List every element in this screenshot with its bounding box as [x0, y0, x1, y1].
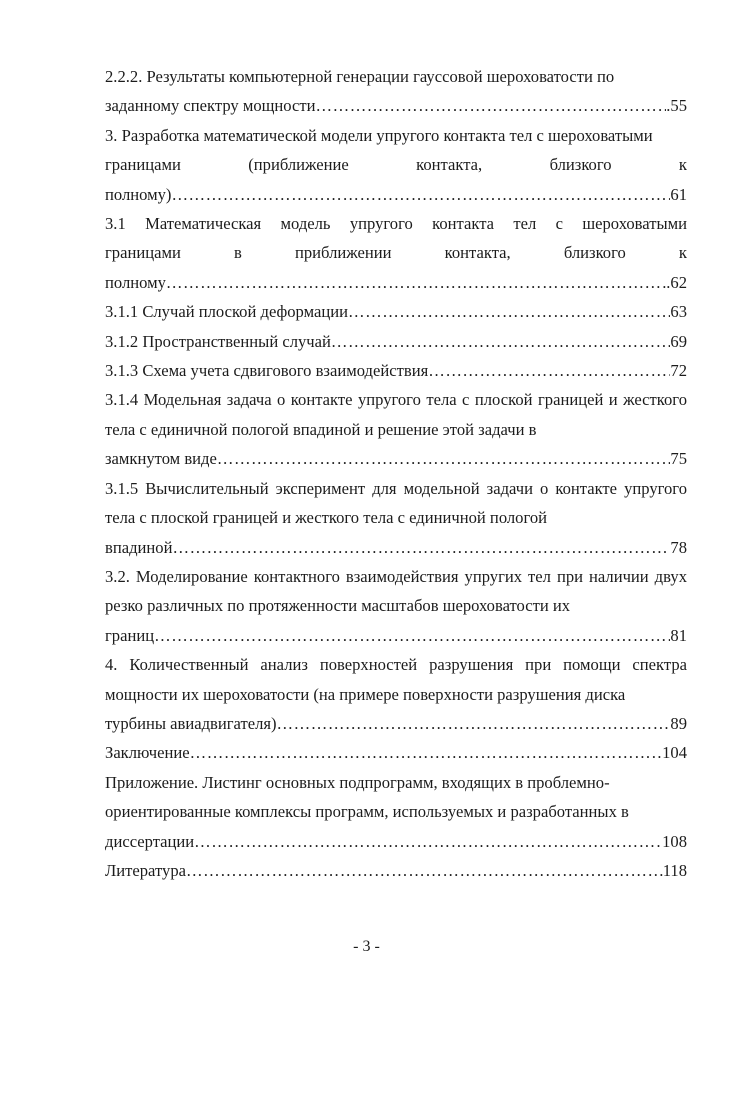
toc-entry-3-1-2: [105, 327, 687, 356]
toc-entry-text: 4. Количественный анализ поверхностей разрушения при помощи спектра мощности их шероховатости (на примере поверхности разрушения диска: [105, 655, 687, 704]
toc-page-number: 89: [670, 713, 687, 733]
dot-leader: [166, 268, 666, 297]
toc-page-number: 104: [662, 743, 687, 763]
toc-page-number: 118: [662, 860, 687, 880]
page-number: - 3 -: [353, 938, 380, 955]
toc-page-number: 108: [662, 831, 687, 851]
toc-entry-text: 3.1 Математическая модель упругого контакта тел с шероховатыми: [105, 214, 687, 234]
toc-entry-title-end: диссертации: [105, 831, 195, 851]
toc-entry-3-1-5: [105, 474, 687, 562]
toc-entry-text: границами в приближении контакта, близкого к: [105, 243, 687, 263]
toc-entry-text: Приложение. Листинг основных подпрограмм, входящих в проблемно-ориентированные комплексы программ, используемых и разработанных в: [105, 772, 629, 822]
toc-entry-text: 3.1.5 Вычислительный эксперимент для модельной задачи о контакте упругого тела с плоской границей и жесткого тела с единичной пологой: [105, 478, 687, 528]
toc-entry-3-1-1: [105, 297, 687, 326]
toc-entry-title-end: турбины авиадвигателя): [105, 713, 277, 733]
toc-page-number: .55: [666, 96, 687, 116]
toc-entry-text: 3.1.4 Модельная задача о контакте упругого тела с плоской границей и жесткого тела с единичной пологой впадиной и решение этой задачи в: [105, 390, 687, 439]
toc-page-number: 63: [670, 302, 687, 322]
dot-leader: [172, 533, 670, 562]
toc-entry-appendix: [105, 768, 687, 856]
toc-entry-literature: [105, 856, 687, 885]
dot-leader: [331, 327, 671, 356]
toc-page-number: 81: [670, 625, 687, 645]
toc-entry-conclusion: [105, 738, 687, 767]
dot-leader: [217, 444, 671, 473]
toc-page-number: 69: [670, 331, 687, 351]
dot-leader: [194, 827, 662, 856]
toc-entry-title: 3.1.2 Пространственный случай: [105, 331, 331, 351]
toc-page-number: 61: [670, 184, 687, 204]
toc-entry-3-1-3: [105, 356, 687, 385]
toc-entry-3: [105, 121, 687, 209]
toc-entry-text: границами (приближение контакта, близкого к: [105, 155, 687, 175]
toc-entry-title-end: полному): [105, 184, 172, 204]
toc-entry-text: 2.2.2. Результаты компьютерной генерации гауссовой шероховатости по: [105, 67, 615, 86]
toc-page-number: 75: [670, 449, 687, 469]
toc-entry-title: 3.1.1 Случай плоской деформации: [105, 302, 348, 322]
toc-entry-title: Литература: [105, 860, 186, 880]
toc-entry-text: 3.2. Моделирование контактного взаимодействия упругих тел при наличии двух резко различных по протяженности масштабов шероховатости их: [105, 566, 687, 616]
toc-entry-2-2-2: [105, 62, 687, 121]
dot-leader: [154, 621, 670, 650]
toc-entry-title-end: впадиной: [105, 537, 173, 557]
toc-entry-title: 3.1.3 Схема учета сдвигового взаимодействия: [105, 361, 429, 381]
toc-page-number: 78: [670, 537, 687, 557]
toc-entry-4: [105, 650, 687, 738]
dot-leader: [428, 356, 670, 385]
dot-leader: [186, 856, 663, 885]
toc-entry-title: Заключение: [105, 743, 190, 763]
toc-entry-title-end: границ: [105, 625, 155, 645]
toc-entry-title-end: заданному спектру мощности: [105, 96, 316, 116]
dot-leader: [190, 738, 662, 767]
table-of-contents: [105, 62, 687, 885]
dot-leader: [348, 297, 670, 326]
toc-entry-text: 3. Разработка математической модели упругого контакта тел с шероховатыми: [105, 125, 653, 145]
toc-entry-3-1: [105, 209, 687, 297]
dot-leader: [316, 91, 667, 120]
toc-page-number: 72: [670, 361, 687, 381]
toc-entry-3-2: [105, 562, 687, 650]
dot-leader: [277, 709, 671, 738]
dot-leader: [171, 180, 670, 209]
toc-entry-3-1-4: [105, 385, 687, 473]
toc-entry-title-end: замкнутом виде: [105, 449, 217, 469]
toc-entry-title-end: полному: [105, 272, 166, 292]
toc-page-number: .62: [666, 272, 687, 292]
